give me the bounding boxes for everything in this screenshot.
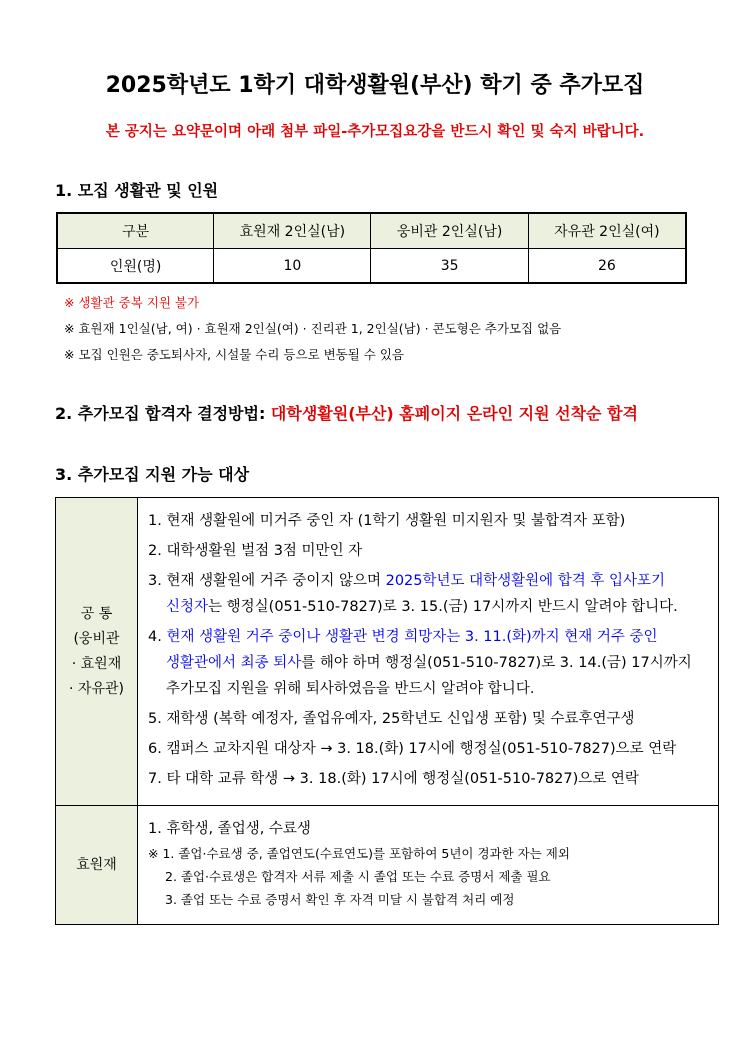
table-header-row [57,213,686,249]
section3-heading: 3. 추가모집 지원 가능 대상 [55,465,250,484]
item-text: 4. [148,629,167,645]
notice-text: 본 공지는 요약문이며 아래 첨부 파일-추가모집요강을 반드시 확인 및 숙지 바랍니다. [105,124,645,140]
note-line: ※ 1. 졸업·수료생 중, 졸업연도(수료연도)를 포함하여 5년이 경과한 자는 제외 [148,846,570,861]
item-text: 를 해야 하며 행정실(051-510-7827)로 3. 14.(금) 17시까지 [301,655,692,671]
table-row [56,498,719,806]
header-cell: 효원재 2인실(남) [214,213,371,249]
common-label-line: 공 통 [80,605,113,622]
eligibility-table [55,497,719,925]
note-line: ※ 생활관 중복 지원 불가 [64,295,200,310]
note-line: ※ 효원재 1인실(남, 여) · 효원재 2인실(여) · 진리관 1, 2인실(남) · 콘도형은 추가모집 없음 [64,321,562,336]
header-cell: 자유관 2인실(여) [528,213,686,249]
table-cell: 26 [528,249,686,284]
row-label: 인원(명) [57,249,214,284]
table-cell: 35 [371,249,528,284]
note-line: ※ 모집 인원은 중도퇴사자, 시설물 수리 등으로 변동될 수 있음 [64,347,405,362]
list-item: 6. 캠퍼스 교차지원 대상자 → 3. 18.(화) 17시에 행정실(051-510-7827)으로 연락 [148,741,677,757]
list-item: 1. 휴학생, 졸업생, 수료생 [148,821,311,837]
item-text: 는 행정실(051-510-7827)로 3. 15.(금) 17시까지 반드시 알려야 합니다. [208,599,678,615]
hyowon-content [138,806,719,925]
item-highlight: 생활관에서 최종 퇴사 [166,655,302,671]
item-text: 3. 현재 생활원에 거주 중이지 않으며 [148,573,386,589]
list-item: 5. 재학생 (복학 예정자, 졸업유예자, 25학년도 신입생 포함) 및 수료후연구생 [148,711,635,727]
list-item: 2. 대학생활원 벌점 3점 미만인 자 [148,543,363,559]
common-label-line: · 효원재 [71,655,122,672]
list-item [148,624,710,702]
note-line: 2. 졸업·수료생은 합격자 서류 제출 시 졸업 또는 수료 증명서 제출 필요 [165,869,551,884]
table-row [57,249,686,284]
section2-heading [55,401,638,424]
common-label [56,498,138,806]
hyowon-label: 효원재 [56,806,138,925]
common-label-line: · 자유관) [69,680,124,697]
item-text: 추가모집 지원을 위해 퇴사하였음을 반드시 알려야 합니다. [166,681,535,697]
table-cell: 10 [214,249,371,284]
section1-heading: 1. 모집 생활관 및 인원 [55,181,219,200]
header-cell: 구분 [57,213,214,249]
list-item: 7. 타 대학 교류 학생 → 3. 18.(화) 17시에 행정실(051-510-7827)으로 연락 [148,771,639,787]
table-row [56,806,719,925]
page-title: 2025학년도 1학기 대학생활원(부산) 학기 중 추가모집 [105,73,645,98]
note-line: 3. 졸업 또는 수료 증명서 확인 후 자격 미달 시 불합격 처리 예정 [165,892,515,907]
item-highlight: 신청자 [166,599,209,615]
header-cell: 웅비관 2인실(남) [371,213,528,249]
list-item: 1. 현재 생활원에 미거주 중인 자 (1학기 생활원 미지원자 및 불합격자 포함) [148,513,626,529]
recruitment-table [56,212,687,284]
section2-highlight: 대학생활원(부산) 홈페이지 온라인 지원 선착순 합격 [270,404,638,423]
common-content [138,498,719,806]
section2-label: 2. 추가모집 합격자 결정방법: [55,404,271,423]
common-label-line: (웅비관 [73,630,120,647]
item-highlight: 현재 생활원 거주 중이나 생활관 변경 희망자는 3. 11.(화)까지 현재 거주 중인 [166,629,658,645]
list-item [148,568,710,620]
item-highlight: 2025학년도 대학생활원에 합격 후 입사포기 [385,573,666,589]
